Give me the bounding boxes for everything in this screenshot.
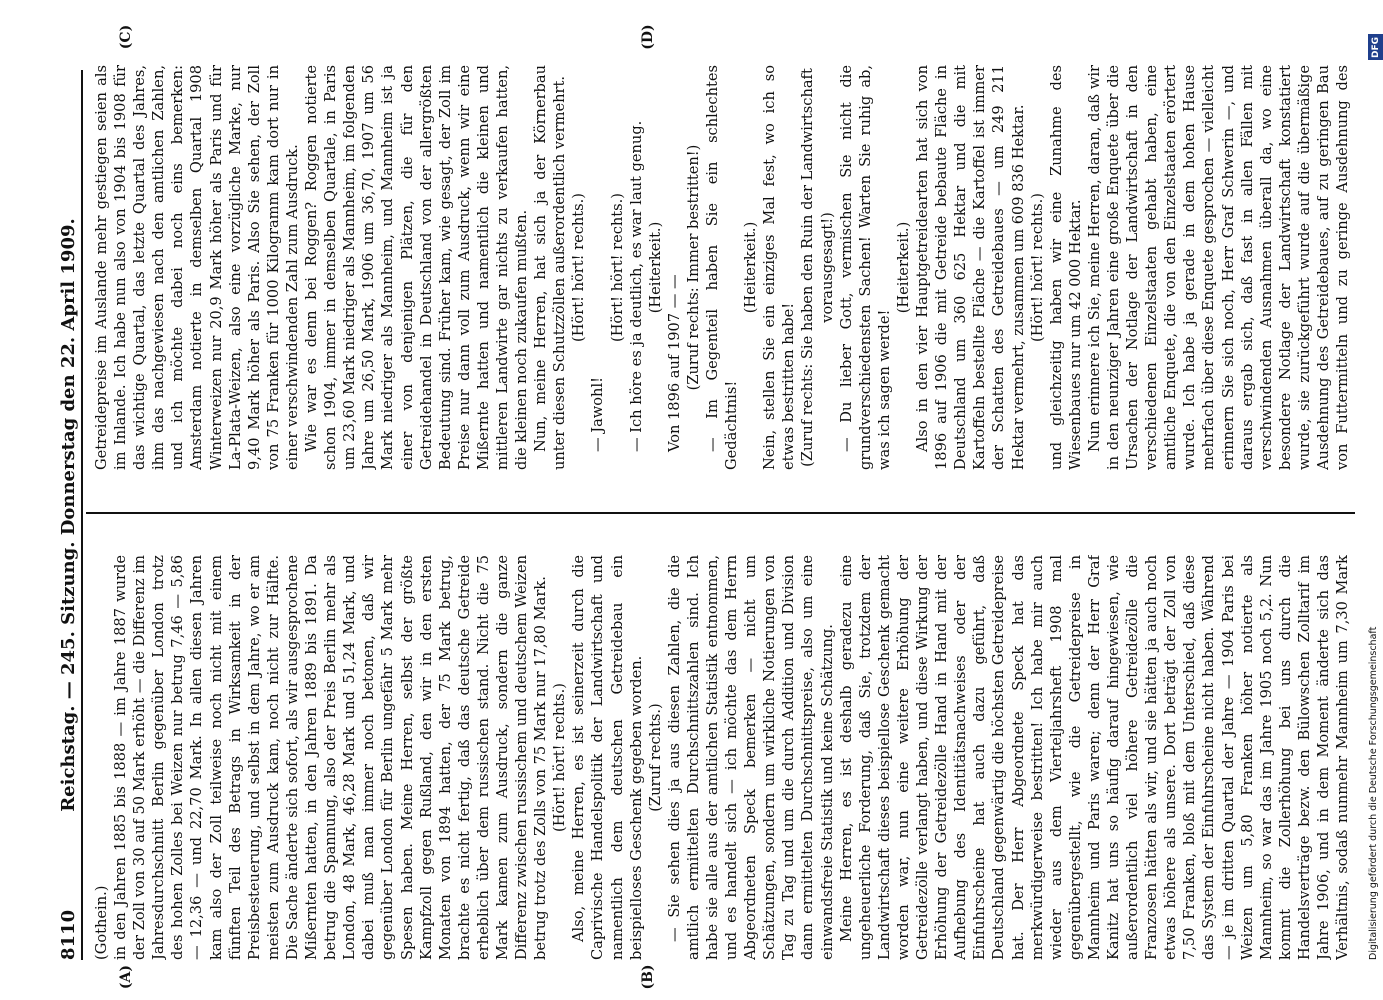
interjection: (Hört! hört! rechts.) <box>608 193 626 342</box>
interjection: (Zuruf rechts.) <box>646 703 664 812</box>
interjection: (Hört! hört! rechts.) <box>570 193 588 342</box>
paragraph: — Jawohl! <box>589 377 607 452</box>
interjection: (Zuruf rechts: Sie haben den Ruin der Landwirtschaft vorausgesagt!) <box>799 68 836 467</box>
paragraph: — Du lieber Gott, vermischen Sie nicht die grundverschiedensten Sachen! Warten Sie ruhig ab, was ich sagen werde! <box>837 65 893 470</box>
paragraph: Getreidepreise im Auslande mehr gestiegen seien als im Inlande. Ich habe nun also von 1904 bis 1908 für das wichtige Quartal, das letzte Quartal des Jahres, ihm das nachgewiesen nach den amtlichen Zahlen, und ich möchte dabei noch eins bemerken: Amsterdam notierte in demselben Quartal 1908 Winterweizen nur 20,9 Mark höher als Paris und für La-Plata-Weizen, also eine vorzügliche Marke, nur 9,40 Mark höher als Paris. Also Sie sehen, der Zoll von 75 Franken für 1000 Kilogramm kam dort nur in einer verschwindenden Zahl zum Ausdruck. <box>93 65 301 470</box>
paragraph: Also, meine Herren, es ist seinerzeit durch die Caprivische Handelspolitik der Landwirtschaft und namentlich dem deutschen Getreidebau ein beispielloses Geschenk gegeben worden. <box>570 555 645 960</box>
dfg-logo: DFG <box>1368 34 1383 60</box>
margin-marker-a: (A) <box>118 964 134 990</box>
paragraph: in den Jahren 1885 bis 1888 — im Jahre 1887 wurde der Zoll von 30 auf 50 Mark erhöht — die Differenz im Jahresdurchschnitt Berlin gegenüber London trotz des hohen Zolles bei Weizen nur betrug 7,46 — 5,86 — 12,36 — und 22,70 Mark. In allen diesen Jahren kam also der Zoll teilweise noch nicht mit einem fünften Teil des Betrags in Wirksamkeit in der Preisbesteuerung, und selbst in dem Jahre, wo er am meisten zum Ausdruck kam, noch nicht zur Hälfte. Die Sache änderte sich sofort, als wir ausgesprochene Mißernten hatten, in den Jahren 1889 bis 1891. Da betrug die Spannung, also der Preis Berlin mehr als London, 48 Mark, 46,28 Mark und 51,24 Mark, und dabei muß man immer noch betonen, daß wir gegenüber London für Berlin ungefähr 5 Mark mehr Spesen haben. Meine Herren, selbst der größte Kampfzoll gegen Rußland, den wir in den ersten Monaten von 1894 hatten, der 75 Mark betrug, brachte es nicht fertig, daß das deutsche Getreide erheblich über dem russischen stand. Nicht die 75 Mark kamen zum Ausdruck, sondern die ganze Differenz zwischen russischem und deutschem Weizen betrug trotz des Zolls von 75 Mark nur 17,80 Mark. <box>112 555 550 960</box>
interjection: (Heiterkeit.) <box>646 221 664 314</box>
interjection: (Heiterkeit.) <box>894 221 912 314</box>
digitization-credit: Digitalisierung gefördert durch die Deutsche Forschungsgemeinschaft <box>1368 626 1379 960</box>
page-number: 8110 <box>58 909 79 960</box>
interjection: (Hört! hört! rechts.) <box>1028 193 1046 342</box>
margin-marker-c: (C) <box>118 24 134 50</box>
interjection: (Hört! hört! rechts.) <box>551 683 569 832</box>
margin-marker-b: (B) <box>640 964 656 990</box>
paragraph: Von 1896 auf 1907 — — <box>665 274 683 452</box>
paragraph: Nun erinnere ich Sie, meine Herren, daran, daß wir in den neunziger Jahren eine große Enquete über die Ursachen der Notlage der Landwirtschaft in den verschiedenen Einzelstaaten gehabt haben, eine amtliche Enquete, die von den Einzelstaaten erörtert wurde. Ich habe ja gerade in dem hohen Hause mehrfach über diese Enquete gesprochen — vielleicht erinnern Sie sich noch, Herr Graf Schwerin —, und daraus ergab sich, daß fast in allen Fällen mit verschwindenden Ausnahmen überall da, wo eine besondere Notlage der Landwirtschaft konstatiert wurde, sie zurückgeführt wurde auf die übermäßige Ausdehnung des Getreidebaues, auf zu geringen Bau von Futtermitteln und zu geringe Ausdehnung des <box>1085 65 1352 470</box>
paragraph: Meine Herren, es ist deshalb geradezu eine ungeheuerliche Forderung, daß Sie, trotzdem der Landwirtschaft dieses beispiellose Geschenk gemacht worden war, nun eine weitere Erhöhung der Getreidezölle verlangt haben, und diese Wirkung der Erhöhung der Getreidezölle Hand in Hand mit der Aufhebung des Identitätsnachweises oder der Einfuhrscheine hat auch dazu geführt, daß Deutschland gegenwärtig die höchsten Getreidepreise hat. Der Herr Abgeordnete Speck hat das merkwürdigerweise bestritten! Ich habe mir auch wieder aus dem Vierteljahrsheft 1908 mal gegenübergestellt, wie die Getreidepreise in Mannheim und Paris waren; denn der Herr Graf Kanitz hat uns so häufig darauf hingewiesen, wie außerordentlich viel höhere Getreidezölle die Franzosen hätten als wir, und sie hätten ja auch noch etwas höhere als unsere. Dort beträgt der Zoll von 7,50 Franken, bloß mit dem Unterschied, daß diese das System der Einfuhrscheine nicht haben. Während — je im dritten Quartal der Jahre — 1904 Paris bei Weizen um 5,80 Franken höher notierte als Mannheim, so war das im Jahre 1905 noch 5,2. Nun kommt die Zollerhöhung bei uns durch die Handelsverträge bezw. den Bülowschen Zolltarif im Jahre 1906, und in dem Moment änderte sich das Verhältnis, sodaß nunmehr Mannheim um 7,30 Mark <box>837 555 1352 960</box>
paragraph: Nun, meine Herren, hat sich ja der Körnerbau unter diesen Schutzzöllen außerordentlich vermehrt. <box>532 65 569 470</box>
interjection: (Zuruf rechts: Immer bestritten!) <box>684 144 702 391</box>
paragraph: Wie war es denn bei Roggen? Roggen notierte schon 1904, immer in demselben Quartale, in Paris um 23,60 Mark niedriger als Mannheim, im folgenden Jahre um 26,50 Mark, 1906 um 36,70, 1907 um 56 Mark niedriger als Mannheim, und Mannheim ist ja einer von denjenigen Plätzen, die für den Getreidehandel in Deutschland von der allergrößten Bedeutung sind. Früher kam, wie gesagt, der Zoll im Preise nur dann voll zum Ausdruck, wenn wir eine Mißernte hatten und namentlich die kleinen und mittleren Landwirte gar nichts zu verkaufen hatten, die kleinen noch zukaufen mußten. <box>303 65 531 470</box>
speaker-name: (Gothein.) <box>93 885 110 960</box>
paragraph: und gleichzeitig haben wir eine Zunahme des Wiesenbaues nur um 42 000 Hektar. <box>1047 65 1084 470</box>
paragraph: — Sie sehen dies ja aus diesen Zahlen, die die amtlich ermittelten Durchschnittszahlen sind. Ich habe sie alle aus der amtlichen Statistik entnommen, und es handelt sich — ich möchte das dem Herrn Abgeordneten Speck bemerken — nicht um Schätzungen, sondern um wirkliche Notierungen von Tag zu Tag und um die durch Addition und Division dann ermittelten Durchschnittspreise, also um eine einwandsfreie Statistik und keine Schätzung. <box>665 555 836 960</box>
interjection: (Heiterkeit.) <box>742 221 760 314</box>
paragraph: — Im Gegenteil haben Sie ein schlechtes Gedächtnis! <box>704 65 741 470</box>
page-header <box>55 70 83 960</box>
margin-marker-d: (D) <box>640 24 656 50</box>
header-title: Reichstag. — 245. Sitzung. Donnerstag den 22. April 1909. <box>58 218 79 812</box>
column-divider <box>86 512 1355 514</box>
paragraph: Also in den vier Hauptgetreidearten hat sich von 1896 auf 1906 die mit Getreide bebaute Fläche in Deutschland um 360 625 Hektar und die mit Kartoffeln bestellte Fläche — die Kartoffel ist immer der Schatten des Getreidebaues — um 249 211 Hektar vermehrt, zusammen um 609 836 Hektar. <box>914 65 1027 470</box>
paragraph: — Ich höre es ja deutlich, es war laut genug. <box>627 120 645 452</box>
right-column <box>92 65 1353 470</box>
paragraph: Nein, stellen Sie ein einziges Mal fest, wo ich so etwas bestritten habe! <box>761 65 798 470</box>
left-column <box>92 555 1353 960</box>
